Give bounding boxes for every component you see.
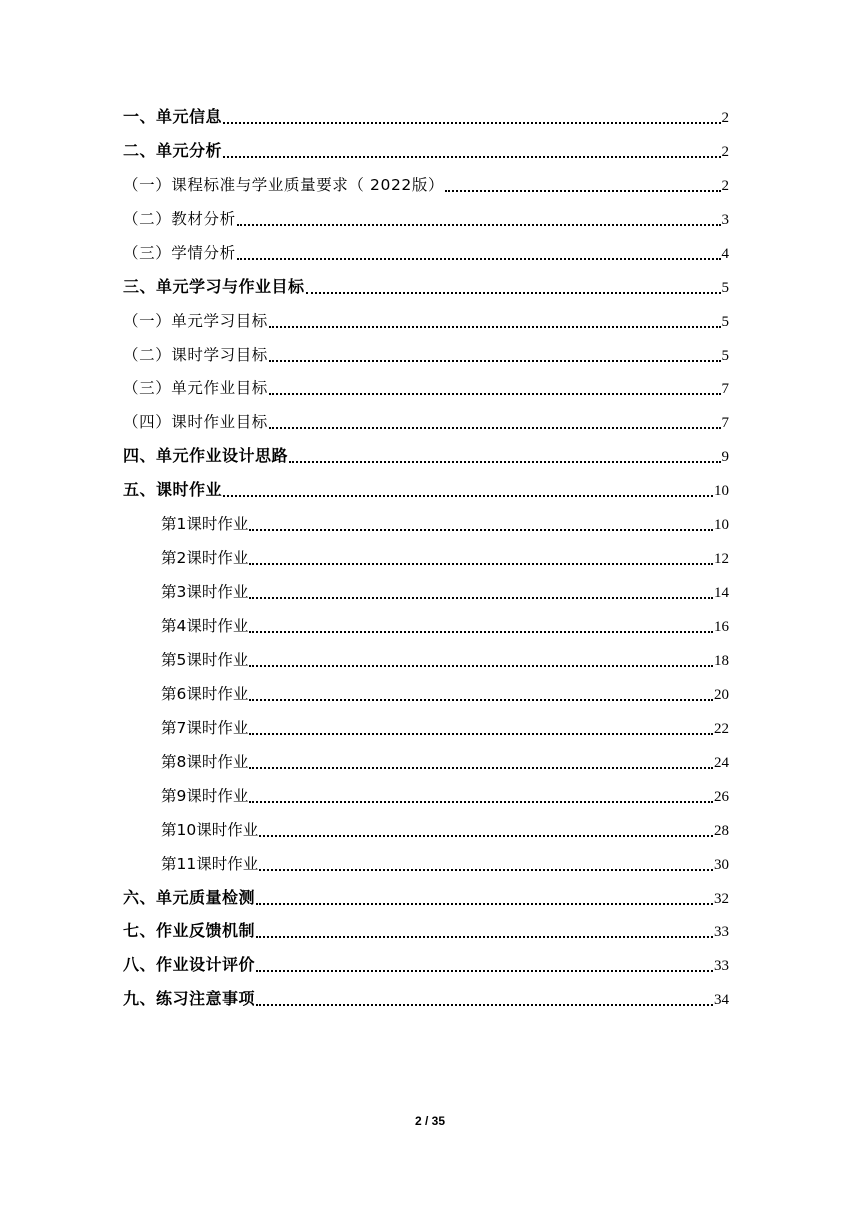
toc-entry[interactable] [123,167,729,201]
toc-entry[interactable] [123,303,729,337]
toc-entry[interactable] [123,540,729,574]
toc-entry-page: 24 [714,754,729,771]
toc-entry-page: 5 [721,313,729,330]
toc-entry[interactable] [123,472,729,506]
toc-entry[interactable] [123,812,729,846]
toc-entry-page: 16 [714,619,729,635]
toc-entry[interactable] [123,371,729,405]
toc-dot-leader [249,665,713,667]
toc-entry-title: 二、单元分析 [123,140,223,160]
toc-entry[interactable] [123,337,729,371]
toc-entry-title: 一、单元信息 [123,106,223,126]
toc-dot-leader [223,495,713,497]
toc-dot-leader [249,733,713,735]
toc-entry[interactable] [123,506,729,540]
toc-entry-title: 五、课时作业 [123,480,223,500]
toc-dot-leader [249,699,713,701]
toc-dot-leader [259,869,713,871]
toc-entry-title: （二）教材分析 [123,209,236,228]
toc-entry[interactable] [123,676,729,710]
toc-entry-title: 第1课时作业 [161,515,249,534]
toc-entry-page: 2 [721,143,729,160]
toc-entry-page: 4 [721,245,729,262]
toc-dot-leader [256,936,713,938]
toc-entry-page: 33 [714,958,729,975]
toc-dot-leader [223,122,720,124]
toc-entry-title: 三、单元学习与作业目标 [123,276,305,296]
toc-entry[interactable] [123,608,729,642]
toc-entry-title: 第6课时作业 [161,684,249,703]
toc-dot-leader [269,360,721,362]
toc-entry-page: 7 [721,415,729,432]
table-of-contents [123,99,729,1015]
toc-entry[interactable] [123,235,729,269]
toc-entry-page: 26 [714,788,729,805]
toc-entry[interactable] [123,642,729,676]
toc-dot-leader [256,1004,713,1006]
toc-dot-leader [249,529,713,531]
toc-entry-title: （三）学情分析 [123,243,236,262]
toc-entry-title: 第5课时作业 [161,650,249,669]
toc-entry-title: 四、单元作业设计思路 [123,446,289,466]
toc-entry-title: 第8课时作业 [161,752,249,771]
toc-entry[interactable] [123,846,729,880]
toc-entry-page: 9 [721,449,729,466]
toc-entry-title: （四）课时作业目标 [123,413,268,432]
toc-entry-page: 18 [714,652,729,669]
toc-entry-title: 七、作业反馈机制 [123,921,256,941]
toc-entry-page: 5 [721,279,729,296]
toc-dot-leader [223,156,720,158]
toc-entry-page: 33 [714,924,729,941]
toc-entry-page: 22 [714,720,729,737]
toc-dot-leader [269,427,721,429]
toc-entry[interactable] [123,981,729,1015]
toc-entry-page: 34 [714,992,729,1009]
toc-entry-title: 第3课时作业 [161,583,249,602]
toc-entry[interactable] [123,778,729,812]
toc-entry-title: 第2课时作业 [161,549,249,568]
toc-entry[interactable] [123,269,729,303]
toc-entry-page: 2 [721,177,729,194]
toc-entry[interactable] [123,710,729,744]
toc-entry-page: 20 [714,686,729,703]
toc-entry-page: 32 [714,890,729,907]
toc-dot-leader [249,801,713,803]
toc-entry-title: 八、作业设计评价 [123,955,256,975]
page-number: 2 / 35 [414,1114,446,1128]
toc-entry-page: 5 [721,347,729,364]
toc-entry-page: 10 [714,483,729,500]
toc-dot-leader [249,767,713,769]
toc-entry-title: 第9课时作业 [161,786,249,805]
toc-entry-title: 六、单元质量检测 [123,887,256,907]
toc-entry-page: 2 [721,109,729,126]
toc-dot-leader [289,461,720,463]
toc-entry-title: 第4课时作业 [161,617,249,635]
toc-entry-title: （一）课程标准与学业质量要求（ 2022版） [123,175,445,194]
toc-entry[interactable] [123,947,729,981]
toc-entry-page: 7 [721,381,729,398]
toc-entry-page: 3 [721,211,729,228]
toc-entry-page: 28 [714,822,729,839]
toc-entry[interactable] [123,404,729,438]
toc-entry-title: 九、练习注意事项 [123,989,256,1009]
toc-entry[interactable] [123,201,729,235]
toc-entry[interactable] [123,574,729,608]
toc-dot-leader [249,631,713,633]
toc-dot-leader [269,393,721,395]
toc-entry[interactable] [123,744,729,778]
toc-entry-title: （三）单元作业目标 [123,379,268,398]
toc-dot-leader [237,258,721,260]
toc-entry[interactable] [123,99,729,133]
toc-entry-page: 12 [714,551,729,568]
toc-dot-leader [445,190,720,192]
toc-dot-leader [306,292,721,294]
toc-entry-page: 10 [714,517,729,534]
toc-dot-leader [256,970,713,972]
toc-dot-leader [256,903,713,905]
toc-dot-leader [269,326,721,328]
toc-dot-leader [249,597,713,599]
toc-entry-title: （一）单元学习目标 [123,311,268,330]
toc-entry[interactable] [123,133,729,167]
toc-entry-title: 第11课时作业 [161,854,259,873]
toc-dot-leader [249,563,713,565]
toc-entry-title: 第10课时作业 [161,820,259,839]
toc-dot-leader [259,835,713,837]
toc-entry-page: 14 [714,585,729,602]
toc-entry[interactable] [123,880,729,914]
toc-entry[interactable] [123,914,729,948]
toc-entry[interactable] [123,438,729,472]
toc-entry-page: 30 [714,856,729,873]
toc-entry-title: （二）课时学习目标 [123,345,268,364]
toc-entry-title: 第7课时作业 [161,718,249,737]
toc-dot-leader [237,224,721,226]
